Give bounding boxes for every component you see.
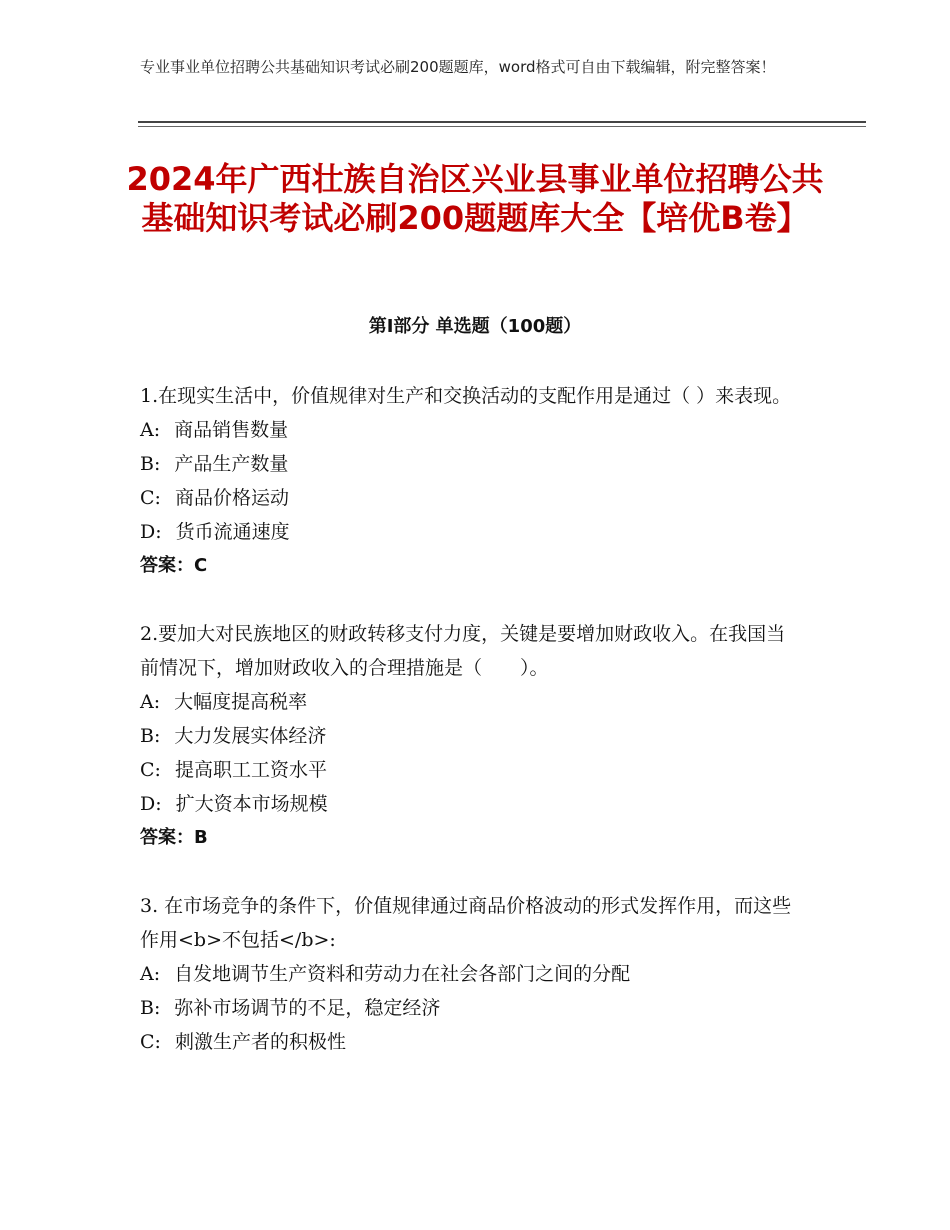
question-option (140, 1025, 800, 1059)
question-option (140, 413, 800, 447)
option-text: 货币流通速度 (175, 521, 290, 543)
option-letter: B: (140, 997, 161, 1019)
header-note: 专业事业单位招聘公共基础知识考试必刷200题题库，word格式可自由下载编辑，附完整答案！ (140, 58, 776, 76)
option-letter: D: (140, 521, 162, 543)
question-option (140, 957, 800, 991)
question-1 (140, 379, 800, 583)
option-text: 弥补市场调节的不足，稳定经济 (174, 997, 441, 1019)
question-2 (140, 617, 800, 855)
question-option (140, 481, 800, 515)
question-answer: 答案：C (140, 555, 208, 576)
question-list (140, 379, 800, 1093)
option-text: 商品价格运动 (174, 487, 289, 509)
option-letter: A: (140, 963, 161, 985)
option-letter: A: (140, 691, 161, 713)
document-title: 2024年广西壮族自治区兴业县事业单位招聘公共基础知识考试必刷200题题库大全【培优B卷】 (126, 160, 824, 237)
option-letter: C: (140, 1031, 161, 1053)
option-letter: A: (140, 419, 161, 441)
header-rule-thin (138, 126, 866, 127)
option-letter: C: (140, 759, 161, 781)
option-letter: C: (140, 487, 161, 509)
option-letter: D: (140, 793, 162, 815)
option-letter: B: (140, 725, 161, 747)
question-stem: 1.在现实生活中，价值规律对生产和交换活动的支配作用是通过（ ）来表现。 (140, 385, 792, 407)
option-letter: B: (140, 453, 161, 475)
option-text: 大力发展实体经济 (174, 725, 327, 747)
option-text: 扩大资本市场规模 (175, 793, 328, 815)
question-option (140, 515, 800, 549)
question-stem: 2.要加大对民族地区的财政转移支付力度，关键是要增加财政收入。在我国当前情况下，增加财政收入的合理措施是（ ）。 (140, 623, 786, 679)
question-answer: 答案：B (140, 827, 208, 848)
question-stem: 3. 在市场竞争的条件下，价值规律通过商品价格波动的形式发挥作用，而这些作用<b>不包括</b>: (140, 895, 792, 951)
option-text: 产品生产数量 (174, 453, 289, 475)
question-option (140, 447, 800, 481)
question-option (140, 991, 800, 1025)
option-text: 商品销售数量 (174, 419, 289, 441)
question-option (140, 719, 800, 753)
section-title: 第Ⅰ部分 单选题（100题） (368, 316, 582, 337)
header-rule-thick (138, 121, 866, 123)
question-option (140, 685, 800, 719)
question-option (140, 787, 800, 821)
option-text: 大幅度提高税率 (174, 691, 308, 713)
option-text: 自发地调节生产资料和劳动力在社会各部门之间的分配 (174, 963, 631, 985)
option-text: 提高职工工资水平 (174, 759, 327, 781)
question-3 (140, 889, 800, 1059)
question-option (140, 753, 800, 787)
option-text: 刺激生产者的积极性 (174, 1031, 346, 1053)
